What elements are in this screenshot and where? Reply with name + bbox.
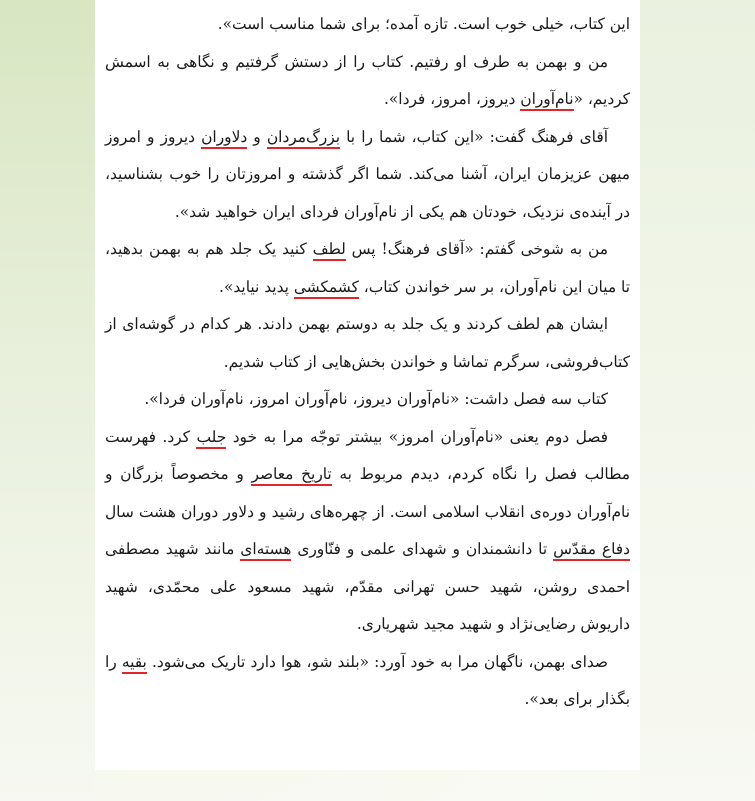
text-run: و bbox=[247, 127, 267, 146]
text-run: صدای بهمن، ناگهان مرا به خود آورد: «بلند شو، هوا دارد تاریک می‌شود. bbox=[146, 652, 608, 671]
underlined-word: دفاع مقدّس bbox=[553, 540, 630, 561]
paragraph-6 bbox=[105, 381, 630, 419]
paragraph-3 bbox=[105, 119, 630, 232]
text-run: کتاب سه فصل داشت: «نام‌آوران دیروز، نام‌آوران امروز، نام‌آوران فردا». bbox=[144, 390, 608, 408]
text-run: مانند شهید مصطفی احمدی روشن، شهید حسن تهرانی مقدّم، شهید مسعود علی محمّدی، شهید داریوش رضایی‌نژاد و شهید مجید شهریاری. bbox=[105, 540, 630, 633]
text-run: کرد. فهرست مطالب فصل را نگاه کردم، دیدم مربوط به bbox=[105, 427, 630, 483]
underlined-word: هسته‌ای bbox=[240, 540, 291, 561]
underlined-word: بقیه bbox=[122, 653, 147, 674]
text-run: من و بهمن به طرف او رفتیم. کتاب را از دستش گرفتیم و نگاهی به اسمش کردیم، « bbox=[105, 52, 630, 108]
text-run: فصل دوم یعنی «نام‌آوران امروز» بیشتر توجّه مرا به خود bbox=[226, 427, 608, 446]
underlined-word: دلاوران bbox=[201, 128, 247, 149]
paragraph-4 bbox=[105, 231, 630, 306]
underlined-word: بزرگ‌مردان bbox=[267, 128, 340, 149]
text-run: ایشان هم لطف کردند و یک جلد به دوستم بهمن دادند. هر کدام در گوشه‌ای از کتاب‌فروشی، سرگرم تماشا و خواندن بخش‌هایی از کتاب شدیم. bbox=[105, 315, 630, 371]
paragraph-8 bbox=[105, 644, 630, 719]
background-decoration-left bbox=[0, 0, 95, 801]
paragraph-1 bbox=[105, 6, 630, 44]
text-run: من به شوخی گفتم: «آقای فرهنگ! پس bbox=[345, 240, 608, 258]
text-run: کنید یک جلد هم به بهمن بدهید، تا میان این نام‌آوران، بر سر خواندن کتاب، bbox=[105, 240, 630, 296]
text-run: آقای فرهنگ گفت: «این کتاب، شما را با bbox=[340, 127, 609, 146]
text-run: پدید نیاید». bbox=[219, 277, 294, 296]
page-text bbox=[95, 0, 640, 719]
underlined-word: جلب bbox=[196, 428, 226, 449]
underlined-word: تاریخ معاصر bbox=[251, 465, 331, 486]
text-run: دیروز، امروز، فردا». bbox=[384, 90, 521, 108]
paragraph-7 bbox=[105, 419, 630, 644]
paragraph-5 bbox=[105, 306, 630, 381]
text-run: این کتاب، خیلی خوب است. تازه آمده؛ برای شما مناسب است». bbox=[217, 15, 630, 33]
text-run: و مخصوصاً بزرگان و نام‌آوران دوره‌ی انقلاب اسلامی است. از چهره‌های رشید و دلاور دوران هشت سال bbox=[105, 465, 630, 521]
underlined-word: کشمکشی bbox=[294, 278, 359, 299]
text-run: را بگذار برای بعد». bbox=[105, 652, 630, 708]
book-page bbox=[95, 0, 640, 770]
background-decoration-right bbox=[640, 0, 755, 801]
paragraph-2 bbox=[105, 44, 630, 119]
underlined-word: نام‌آوران bbox=[520, 90, 573, 111]
text-run: تا دانشمندان و شهدای علمی و فنّاوری bbox=[291, 540, 554, 558]
text-run: دیروز و امروز میهن عزیزمان ایران، آشنا می‌کند. شما اگر گذشته و امروزتان را خوب بشناسید، در آینده‌ی نزدیک، خودتان هم یکی از نام‌آوران فردای ایران خواهید شد». bbox=[105, 127, 630, 221]
underlined-word: لطف bbox=[313, 240, 346, 261]
